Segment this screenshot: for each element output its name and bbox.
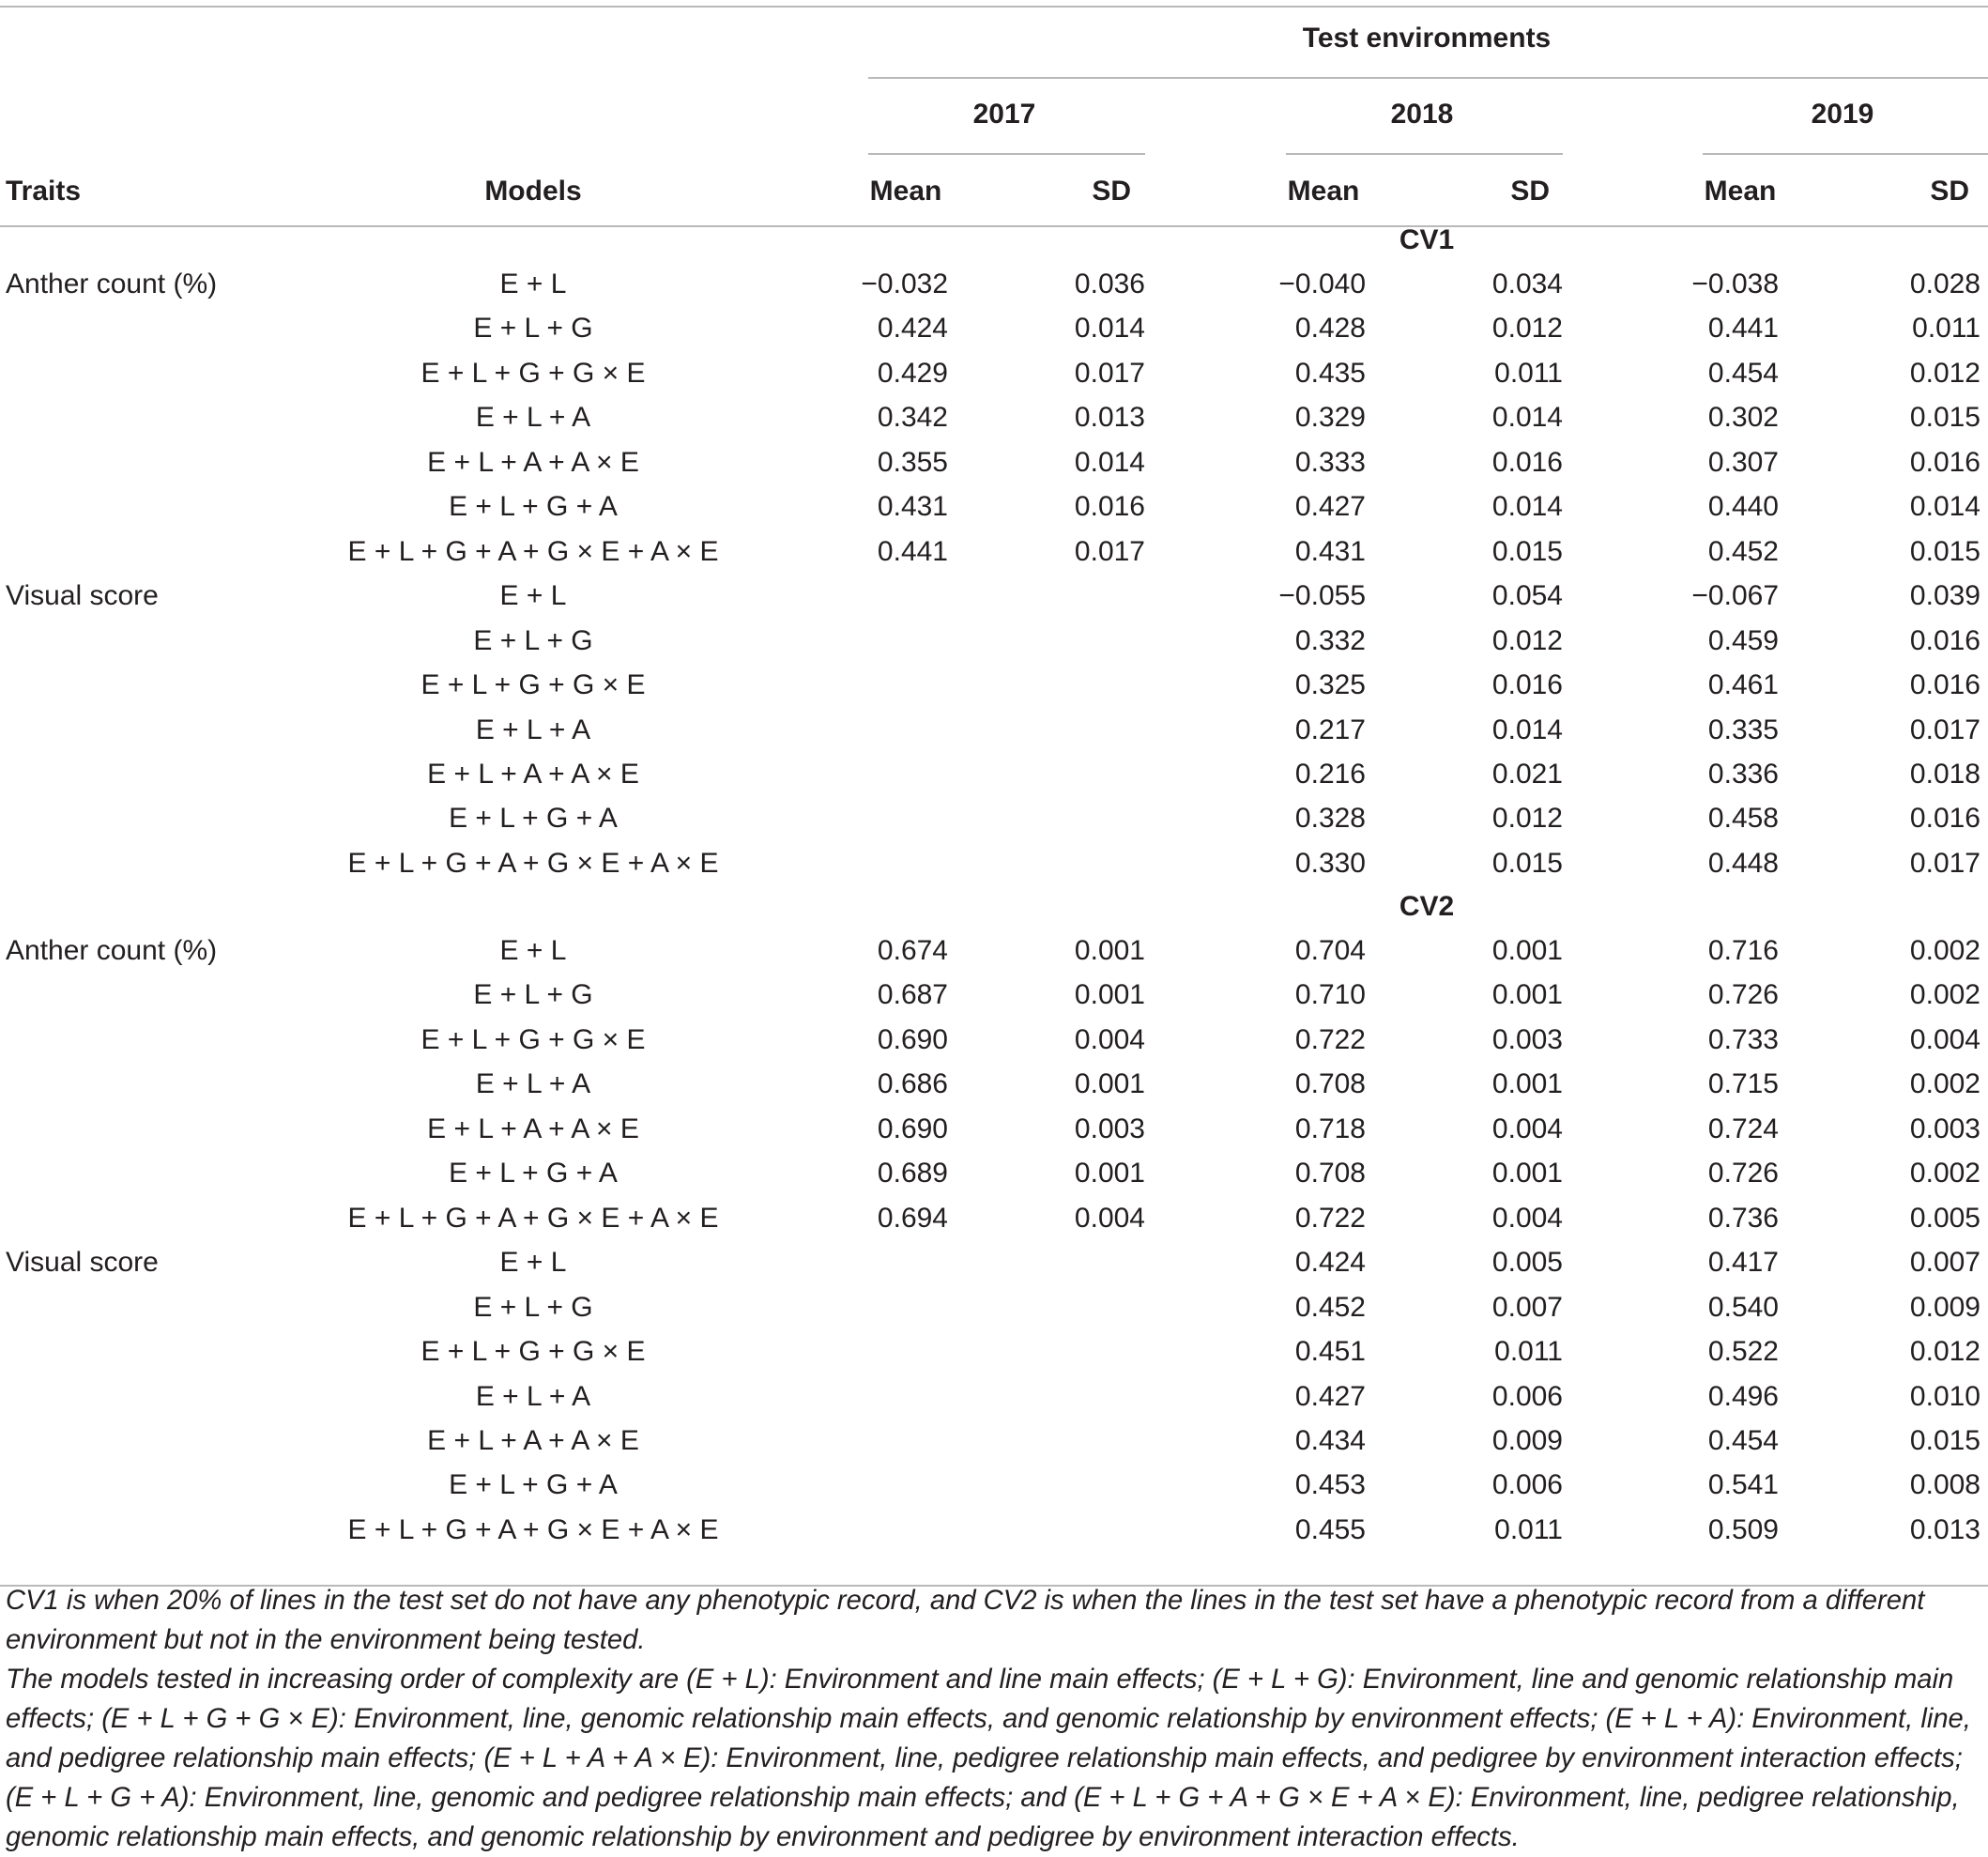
mean-value: 0.435 bbox=[1294, 357, 1366, 389]
sd-value: 0.012 bbox=[1491, 803, 1563, 835]
model-label: E + L + A bbox=[475, 1380, 591, 1412]
model-label: E + L + A + A × E bbox=[427, 446, 639, 478]
sd-value: 0.013 bbox=[1909, 1513, 1980, 1545]
mean-value: 0.724 bbox=[1707, 1113, 1779, 1144]
mean-value: 0.431 bbox=[877, 491, 948, 523]
mean-value: 0.722 bbox=[1294, 1202, 1366, 1234]
sd-value: 0.005 bbox=[1491, 1247, 1563, 1279]
sd-value: 0.001 bbox=[1491, 1158, 1563, 1189]
mean-value: 0.452 bbox=[1294, 1291, 1366, 1323]
header-bottom-rule bbox=[0, 225, 1988, 227]
mean-value: 0.694 bbox=[877, 1202, 948, 1234]
mean-value: 0.726 bbox=[1707, 979, 1779, 1011]
sd-value: 0.015 bbox=[1491, 535, 1563, 567]
sd-value: 0.012 bbox=[1491, 313, 1563, 345]
model-label: E + L + G + A bbox=[449, 1469, 618, 1501]
mean-value: 0.733 bbox=[1707, 1023, 1779, 1055]
sd-value: 0.004 bbox=[1074, 1202, 1145, 1234]
sd-value: 0.034 bbox=[1491, 269, 1563, 299]
mean-value: 0.434 bbox=[1294, 1424, 1366, 1456]
mean-value: −0.032 bbox=[861, 269, 948, 299]
sd-value: 0.002 bbox=[1909, 979, 1980, 1011]
sd-value: 0.017 bbox=[1074, 535, 1145, 567]
model-label: E + L bbox=[499, 1247, 567, 1279]
model-label: E + L + G + A bbox=[449, 491, 618, 523]
model-label: E + L bbox=[499, 935, 567, 966]
mean-value: 0.441 bbox=[1707, 313, 1779, 345]
sd-value: 0.014 bbox=[1909, 491, 1980, 523]
mean-value: 0.722 bbox=[1294, 1023, 1366, 1055]
mean-value: 0.690 bbox=[877, 1023, 948, 1055]
mean-value: 0.458 bbox=[1707, 803, 1779, 835]
trait-label: Visual score bbox=[6, 1247, 159, 1279]
mean-value: 0.325 bbox=[1294, 669, 1366, 701]
mean-value: 0.541 bbox=[1707, 1469, 1779, 1501]
sd-value: 0.002 bbox=[1909, 1158, 1980, 1189]
mean-value: 0.452 bbox=[1707, 535, 1779, 567]
model-label: E + L + A + A × E bbox=[427, 1113, 639, 1144]
mean-value: 0.441 bbox=[877, 535, 948, 567]
sd-value: 0.012 bbox=[1909, 1336, 1980, 1368]
sd-value: 0.013 bbox=[1074, 402, 1145, 434]
model-label: E + L + G + G × E bbox=[421, 357, 646, 389]
sd-value: 0.006 bbox=[1491, 1469, 1563, 1501]
sd-value: 0.009 bbox=[1909, 1291, 1980, 1323]
mean-value: 0.424 bbox=[1294, 1247, 1366, 1279]
sd-value: 0.014 bbox=[1491, 491, 1563, 523]
sd-value: 0.001 bbox=[1491, 935, 1563, 966]
mean-value: 0.461 bbox=[1707, 669, 1779, 701]
mean-value: 0.522 bbox=[1707, 1336, 1779, 1368]
sd-value: 0.009 bbox=[1491, 1424, 1563, 1456]
header-year-2017: 2017 bbox=[972, 99, 1036, 130]
model-label: E + L + G + A + G × E + A × E bbox=[347, 535, 719, 567]
model-label: E + L + G bbox=[473, 979, 593, 1011]
model-label: E + L + G + A + G × E + A × E bbox=[347, 1202, 719, 1234]
mean-value: −0.038 bbox=[1691, 269, 1779, 299]
mean-value: 0.332 bbox=[1294, 624, 1366, 656]
footnote-model-definitions: The models tested in increasing order of complexity are (E + L): Environment and line main effects; (E + L + G): Environment, line and genomic relationship main effects; (E + L + G + G × E): Environment, line, genomic relationship main effects, and genomic relationship by environment effects; (E + L + A): Environment, line, and pedigree relationship main effects; (E + L + A + A × E): Environment, line, pedigree relationship main effects, and pedigree by environment interaction effects; (E + L + G + A): Environment, line, genomic and pedigree relationship main effects; and (E + L + G + A + G × E + A × E): Environment, line, pedigree relationship, genomic relationship main effects, and genomic relationship by environment and pedigree by environment interaction effects. bbox=[6, 1665, 1971, 1852]
sd-value: 0.039 bbox=[1909, 580, 1980, 612]
sd-value: 0.011 bbox=[1912, 313, 1980, 345]
mean-value: 0.718 bbox=[1294, 1113, 1366, 1144]
mean-value: 0.459 bbox=[1707, 624, 1779, 656]
footnote-cv-definitions: CV1 is when 20% of lines in the test set do not have any phenotypic record, and CV2 is when the lines in the test set have a phenotypic record from a different environment but not in the environment being tested. bbox=[6, 1586, 1925, 1655]
model-label: E + L bbox=[499, 580, 567, 612]
sd-value: 0.016 bbox=[1909, 624, 1980, 656]
sd-value: 0.015 bbox=[1909, 402, 1980, 434]
header-mean-2017: Mean bbox=[869, 176, 942, 207]
mean-value: −0.055 bbox=[1278, 580, 1366, 612]
sd-value: 0.004 bbox=[1491, 1202, 1563, 1234]
top-rule bbox=[0, 6, 1988, 8]
header-mean-2018: Mean bbox=[1287, 176, 1360, 207]
mean-value: 0.687 bbox=[877, 979, 948, 1011]
model-label: E + L + A + A × E bbox=[427, 758, 639, 790]
sd-value: 0.016 bbox=[1074, 491, 1145, 523]
mean-value: 0.726 bbox=[1707, 1158, 1779, 1189]
model-label: E + L + G bbox=[473, 1291, 593, 1323]
sd-value: 0.001 bbox=[1491, 1068, 1563, 1100]
mean-value: 0.431 bbox=[1294, 535, 1366, 567]
mean-value: 0.708 bbox=[1294, 1068, 1366, 1100]
sd-value: 0.036 bbox=[1074, 269, 1145, 299]
sd-value: 0.001 bbox=[1074, 1158, 1145, 1189]
model-label: E + L + G + G × E bbox=[421, 1023, 646, 1055]
table-footnotes bbox=[6, 1581, 1980, 1857]
mean-value: 0.540 bbox=[1707, 1291, 1779, 1323]
header-year-2018: 2018 bbox=[1390, 99, 1454, 130]
mean-value: 0.428 bbox=[1294, 313, 1366, 345]
mean-value: 0.690 bbox=[877, 1113, 948, 1144]
mean-value: 0.417 bbox=[1707, 1247, 1779, 1279]
model-label: E + L + A bbox=[475, 714, 591, 745]
sd-value: 0.014 bbox=[1491, 714, 1563, 745]
sd-value: 0.011 bbox=[1494, 357, 1563, 389]
mean-value: 0.329 bbox=[1294, 402, 1366, 434]
sd-value: 0.004 bbox=[1491, 1113, 1563, 1144]
mean-value: 0.710 bbox=[1294, 979, 1366, 1011]
mean-value: 0.302 bbox=[1707, 402, 1779, 434]
sd-value: 0.018 bbox=[1909, 758, 1980, 790]
sd-value: 0.002 bbox=[1909, 1068, 1980, 1100]
mean-value: 0.509 bbox=[1707, 1513, 1779, 1545]
header-mean-2019: Mean bbox=[1704, 176, 1777, 207]
model-label: E + L + G + A + G × E + A × E bbox=[347, 847, 719, 879]
mean-value: 0.427 bbox=[1294, 1380, 1366, 1412]
mean-value: 0.674 bbox=[877, 935, 948, 966]
sd-value: 0.017 bbox=[1074, 357, 1145, 389]
header-models: Models bbox=[484, 176, 582, 207]
year-2019-rule bbox=[1703, 153, 1988, 155]
mean-value: 0.328 bbox=[1294, 803, 1366, 835]
mean-value: 0.453 bbox=[1294, 1469, 1366, 1501]
mean-value: 0.440 bbox=[1707, 491, 1779, 523]
mean-value: 0.355 bbox=[877, 446, 948, 478]
header-sd-2019: SD bbox=[1930, 176, 1969, 207]
sd-value: 0.015 bbox=[1909, 1424, 1980, 1456]
model-label: E + L + G + A + G × E + A × E bbox=[347, 1513, 719, 1545]
model-label: E + L + G + A bbox=[449, 1158, 618, 1189]
model-label: E + L + G bbox=[473, 313, 593, 345]
header-sd-2017: SD bbox=[1092, 176, 1131, 207]
sd-value: 0.016 bbox=[1491, 669, 1563, 701]
trait-label: Visual score bbox=[6, 580, 159, 612]
mean-value: 0.427 bbox=[1294, 491, 1366, 523]
mean-value: 0.217 bbox=[1294, 714, 1366, 745]
sd-value: 0.001 bbox=[1074, 1068, 1145, 1100]
sd-value: 0.015 bbox=[1909, 535, 1980, 567]
sd-value: 0.007 bbox=[1909, 1247, 1980, 1279]
section-label-cv2: CV2 bbox=[1399, 891, 1455, 922]
trait-label: Anther count (%) bbox=[6, 269, 218, 299]
sd-value: 0.016 bbox=[1909, 803, 1980, 835]
mean-value: 0.686 bbox=[877, 1068, 948, 1100]
mean-value: −0.067 bbox=[1691, 580, 1779, 612]
mean-value: 0.307 bbox=[1707, 446, 1779, 478]
model-label: E + L + A bbox=[475, 402, 591, 434]
sd-value: 0.016 bbox=[1909, 669, 1980, 701]
model-label: E + L + G + A bbox=[449, 803, 618, 835]
sd-value: 0.011 bbox=[1494, 1336, 1563, 1368]
mean-value: 0.454 bbox=[1707, 1424, 1779, 1456]
sd-value: 0.014 bbox=[1074, 446, 1145, 478]
sd-value: 0.016 bbox=[1909, 446, 1980, 478]
test-environments-rule bbox=[868, 77, 1988, 79]
mean-value: 0.342 bbox=[877, 402, 948, 434]
header-sd-2018: SD bbox=[1510, 176, 1550, 207]
mean-value: 0.336 bbox=[1707, 758, 1779, 790]
header-year-2019: 2019 bbox=[1811, 99, 1874, 130]
sd-value: 0.006 bbox=[1491, 1380, 1563, 1412]
model-label: E + L + G + G × E bbox=[421, 669, 646, 701]
sd-value: 0.002 bbox=[1909, 935, 1980, 966]
mean-value: 0.454 bbox=[1707, 357, 1779, 389]
sd-value: 0.001 bbox=[1074, 935, 1145, 966]
model-label: E + L + A + A × E bbox=[427, 1424, 639, 1456]
mean-value: 0.716 bbox=[1707, 935, 1779, 966]
sd-value: 0.003 bbox=[1491, 1023, 1563, 1055]
mean-value: 0.689 bbox=[877, 1158, 948, 1189]
mean-value: 0.330 bbox=[1294, 847, 1366, 879]
mean-value: 0.335 bbox=[1707, 714, 1779, 745]
trait-label: Anther count (%) bbox=[6, 935, 218, 966]
mean-value: 0.429 bbox=[877, 357, 948, 389]
header-test-environments: Test environments bbox=[1302, 23, 1552, 54]
sd-value: 0.003 bbox=[1074, 1113, 1145, 1144]
mean-value: −0.040 bbox=[1278, 269, 1366, 299]
sd-value: 0.003 bbox=[1909, 1113, 1980, 1144]
mean-value: 0.736 bbox=[1707, 1202, 1779, 1234]
sd-value: 0.001 bbox=[1491, 979, 1563, 1011]
mean-value: 0.704 bbox=[1294, 935, 1366, 966]
model-label: E + L + A bbox=[475, 1068, 591, 1100]
model-label: E + L + G + G × E bbox=[421, 1336, 646, 1368]
mean-value: 0.455 bbox=[1294, 1513, 1366, 1545]
sd-value: 0.054 bbox=[1491, 580, 1563, 612]
sd-value: 0.015 bbox=[1491, 847, 1563, 879]
sd-value: 0.001 bbox=[1074, 979, 1145, 1011]
sd-value: 0.005 bbox=[1909, 1202, 1980, 1234]
sd-value: 0.008 bbox=[1909, 1469, 1980, 1501]
sd-value: 0.016 bbox=[1491, 446, 1563, 478]
model-label: E + L bbox=[499, 269, 567, 299]
section-label-cv1: CV1 bbox=[1399, 224, 1455, 255]
mean-value: 0.216 bbox=[1294, 758, 1366, 790]
sd-value: 0.017 bbox=[1909, 847, 1980, 879]
sd-value: 0.011 bbox=[1494, 1513, 1563, 1545]
sd-value: 0.004 bbox=[1909, 1023, 1980, 1055]
model-label: E + L + G bbox=[473, 624, 593, 656]
mean-value: 0.448 bbox=[1707, 847, 1779, 879]
mean-value: 0.424 bbox=[877, 313, 948, 345]
sd-value: 0.007 bbox=[1491, 1291, 1563, 1323]
year-2017-rule bbox=[868, 153, 1145, 155]
sd-value: 0.014 bbox=[1491, 402, 1563, 434]
sd-value: 0.028 bbox=[1909, 269, 1980, 299]
sd-value: 0.012 bbox=[1491, 624, 1563, 656]
header-traits: Traits bbox=[6, 176, 82, 207]
sd-value: 0.010 bbox=[1909, 1380, 1980, 1412]
sd-value: 0.012 bbox=[1909, 357, 1980, 389]
mean-value: 0.708 bbox=[1294, 1158, 1366, 1189]
sd-value: 0.021 bbox=[1491, 758, 1563, 790]
sd-value: 0.004 bbox=[1074, 1023, 1145, 1055]
mean-value: 0.451 bbox=[1294, 1336, 1366, 1368]
sd-value: 0.014 bbox=[1074, 313, 1145, 345]
mean-value: 0.333 bbox=[1294, 446, 1366, 478]
year-2018-rule bbox=[1286, 153, 1563, 155]
mean-value: 0.715 bbox=[1707, 1068, 1779, 1100]
mean-value: 0.496 bbox=[1707, 1380, 1779, 1412]
sd-value: 0.017 bbox=[1909, 714, 1980, 745]
